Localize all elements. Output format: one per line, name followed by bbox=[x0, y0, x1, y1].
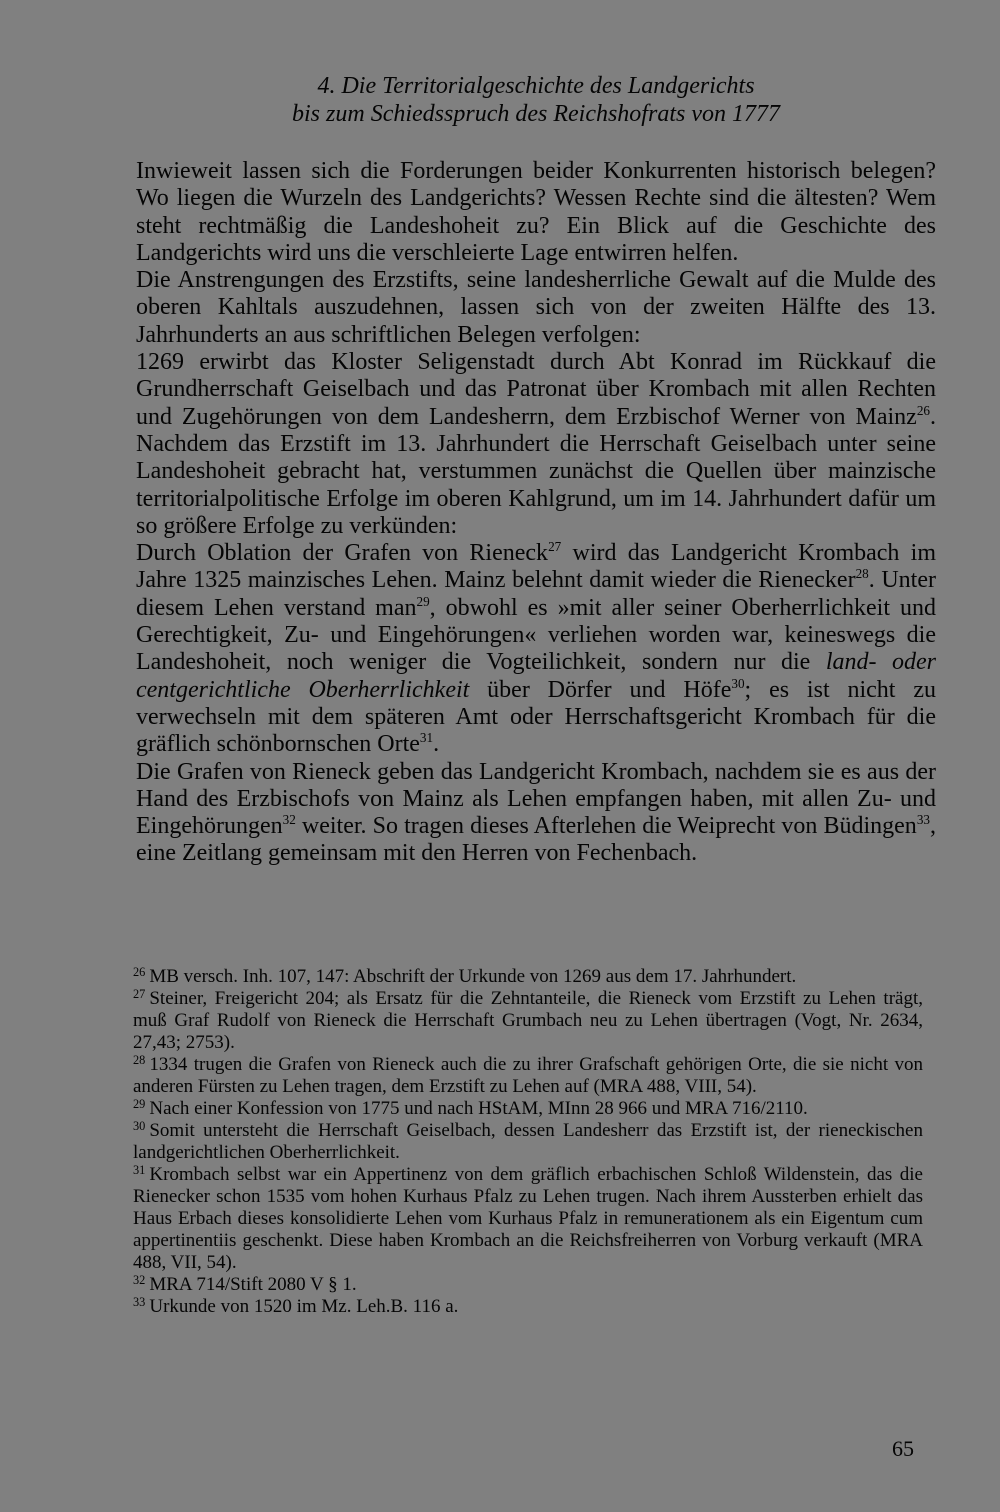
footnote-ref-29: 29 bbox=[416, 593, 430, 609]
footnote-number: 27 bbox=[133, 986, 146, 1001]
footnote-ref-26: 26 bbox=[916, 402, 930, 418]
footnote-number: 29 bbox=[133, 1096, 146, 1111]
footnote-text: MB versch. Inh. 107, 147: Abschrift der Urkunde von 1269 aus dem 17. Jahrhundert. bbox=[149, 966, 797, 987]
paragraph-4-text-f: ; es ist nicht zu verwechseln mit dem späteren Amt oder Herrschaftsgericht Krombach für die gräflich schönbornschen Orte bbox=[136, 676, 936, 758]
paragraph-5-text-b: weiter. So tragen dieses Afterlehen die Weiprecht von Büdingen bbox=[295, 813, 917, 840]
footnote-text: MRA 714/Stift 2080 V § 1. bbox=[149, 1274, 357, 1295]
footnote-ref-28: 28 bbox=[855, 566, 869, 582]
footnote-text: Nach einer Konfession von 1775 und nach HStAM, MInn 28 966 und MRA 716/2110. bbox=[149, 1098, 808, 1119]
footnote-text: Urkunde von 1520 im Mz. Leh.B. 116 a. bbox=[149, 1296, 459, 1317]
footnote-number: 33 bbox=[133, 1294, 146, 1309]
footnote-ref-30: 30 bbox=[731, 675, 745, 691]
footnote-number: 32 bbox=[133, 1272, 146, 1287]
footnote-ref-31: 31 bbox=[419, 730, 434, 745]
footnote-text: Somit untersteht die Herrschaft Geiselbach, dessen Landesherr das Erzstift ist, der rieneckischen landgerichtlichen Oberherrlichkeit. bbox=[133, 1120, 923, 1163]
footnote-text: Krombach selbst war ein Appertinenz von dem gräflich erbachischen Schloß Wildenstein, das die Rienecker schon 1535 vom hohen Kurhaus Pfalz zu Lehen trugen. Nach ihrem Aussterben erhielt das Haus Erbach dieses konsolidierte Lehen vom Kurhaus Pfalz in remunerationem als ein Eigentum cum appertinentiis geschenkt. Diese haben Krombach an die Reichsfreiherren von Vorburg verkauft (MRA 488, VII, 54). bbox=[133, 1164, 923, 1273]
paragraph-4-text-c: . Unter diesem Lehen verstand man bbox=[136, 567, 936, 621]
paragraph-4-text-b: wird das Landgericht Krombach im Jahre 1325 mainzisches Lehen. Mainz belehnt damit wieder die Rienecker bbox=[136, 540, 937, 594]
paragraph-2: Die Anstrengungen des Erzstifts, seine landesherrliche Gewalt auf die Mulde des oberen Kahltals auszudehnen, lassen sich von der zweiten Hälfte des 13. Jahrhunderts an aus schriftlichen Belegen verfolgen: bbox=[136, 267, 936, 348]
footnote-number: 30 bbox=[133, 1118, 146, 1133]
section-heading-line-1: 4. Die Territorialgeschichte des Landgerichts bbox=[317, 73, 755, 99]
paragraph-3 bbox=[136, 349, 936, 540]
page-number: 65 bbox=[892, 1436, 914, 1461]
footnote-28 bbox=[133, 1054, 923, 1098]
paragraph-1: Inwieweit lassen sich die Forderungen beider Konkurrenten historisch belegen? Wo liegen die Wurzeln des Landgerichts? Wessen Rechte sind die ältesten? Wem steht rechtmäßig die Landeshoheit zu? Ein Blick auf die Geschichte des Landgerichts wird uns die verschleierte Lage entwirren helfen. bbox=[136, 158, 936, 266]
paragraph-4-emphasis: land- oder centgerichtliche Oberherrlichkeit bbox=[136, 649, 936, 703]
footnote-text: Steiner, Freigericht 204; als Ersatz für die Zehntanteile, die Rieneck vom Erzstift zu Lehen trägt, muß Graf Rudolf von Rieneck die Herrschaft Grumbach neu zu Lehen übertragen (Vogt, Nr. 2634, 27,43; 2753). bbox=[133, 988, 923, 1053]
paragraph-4-text-a: Durch Oblation der Grafen von Rieneck bbox=[136, 540, 549, 567]
paragraph-3-text: 1269 erwirbt das Kloster Seligenstadt durch Abt Konrad im Rückkauf die Grundherrschaft Geiselbach und das Patronat über Krombach mit allen Rechten und Zugehörungen von dem Landesherrn, dem Erzbischof Werner von Mainz bbox=[136, 349, 936, 430]
footnote-31 bbox=[133, 1164, 923, 1274]
paragraph-5 bbox=[136, 759, 936, 868]
footnote-30 bbox=[133, 1120, 923, 1164]
footnote-ref-33: 33 bbox=[916, 811, 930, 827]
footnote-26 bbox=[133, 966, 923, 988]
footnote-32 bbox=[133, 1274, 923, 1296]
footnote-29 bbox=[133, 1098, 923, 1120]
paragraph-4-text-g: . bbox=[433, 731, 440, 758]
footnote-number: 31 bbox=[133, 1162, 146, 1177]
footnotes bbox=[133, 966, 923, 1318]
footnote-ref-32: 32 bbox=[282, 811, 296, 827]
section-heading-line-2: bis zum Schiedsspruch des Reichshofrats von 1777 bbox=[292, 101, 780, 127]
footnote-text: 1334 trugen die Grafen von Rieneck auch die zu ihrer Grafschaft gehörigen Orte, die sie nicht von anderen Fürsten zu Lehen tragen, dem Erzstift zu Lehen auf (MRA 488, VIII, 54). bbox=[133, 1054, 923, 1097]
footnote-number: 26 bbox=[133, 964, 146, 979]
footnote-number: 28 bbox=[133, 1052, 146, 1067]
footnote-33 bbox=[133, 1296, 923, 1318]
body-text bbox=[136, 158, 936, 868]
paragraph-5-text-c: , eine Zeitlang gemeinsam mit den Herren von Fechenbach. bbox=[136, 813, 936, 867]
paragraph-4-text-e: über Dörfer und Höfe bbox=[469, 676, 732, 703]
footnote-ref-27: 27 bbox=[548, 538, 562, 554]
paragraph-5-text-a: Die Grafen von Rieneck geben das Landgericht Krombach, nachdem sie es aus der Hand des Erzbischofs von Mainz als Lehen empfangen haben, mit allen Zu- und Eingehörungen bbox=[136, 758, 936, 840]
paragraph-4 bbox=[136, 540, 936, 758]
footnote-27 bbox=[133, 988, 923, 1054]
paragraph-4-text-d: , obwohl es »mit aller seiner Oberherrlichkeit und Gerechtigkeit, Zu- und Eingehörungen« verliehen worden war, keineswegs die Landeshoheit, noch weniger die Vogteilichkeit, sondern nur die bbox=[136, 594, 936, 676]
section-heading bbox=[136, 72, 936, 128]
paragraph-3-text-cont: . Nachdem das Erzstift im 13. Jahrhundert die Herrschaft Geiselbach unter seine Landeshoheit gebracht hat, verstummen zunächst die Quellen über mainzische territorialpolitische Erfolge im oberen Kahlgrund, um im 14. Jahrhundert dafür um so größere Erfolge zu verkünden: bbox=[136, 403, 936, 539]
